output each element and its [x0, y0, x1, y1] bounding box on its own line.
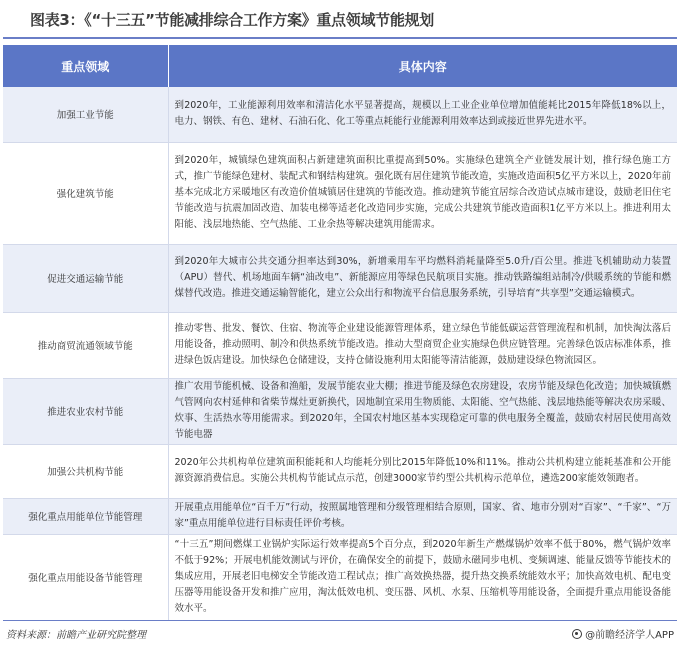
row-content: 推广农用节能机械、设备和渔船，发展节能农业大棚；推进节能及绿色农房建设，农房节能及绿色化改造；加快城镇燃气管网向农村延伸和省柴节煤灶更新换代，因地制宜采用生物质能、太阳能、空气热能、浅层地热能等解决农房采暖、炊事、生活热水等用能需求。到2020年，全国农村地区基本实现稳定可靠的供电服务全覆盖，鼓励农村居民使用高效节能电器	[168, 378, 677, 444]
row-content: 到2020年，工业能源利用效率和清洁化水平显著提高，规模以上工业企业单位增加值能耗比2015年降低18%以上，电力、钢铁、有色、建材、石油石化、化工等重点耗能行业能源利用效率达到或接近世界先进水平。	[168, 87, 677, 142]
chart-title: 图表3：《“十三五”节能减排综合工作方案》重点领域节能规划	[30, 11, 434, 29]
brand-text: @前瞻经济学人APP	[585, 630, 674, 641]
table-row	[3, 498, 677, 534]
row-field: 推动商贸流通领域节能	[3, 312, 168, 378]
table-row	[3, 534, 677, 620]
row-content: 开展重点用能单位“百千万”行动，按照属地管理和分级管理相结合原则，国家、省、地市分别对“百家”、“千家”、“万家”重点用能单位进行目标责任评价考核。	[168, 498, 677, 534]
row-field: 强化重点用能单位节能管理	[3, 498, 168, 534]
table-row	[3, 378, 677, 444]
top-divider	[3, 37, 677, 39]
row-content: 推动零售、批发、餐饮、住宿、物流等企业建设能源管理体系，建立绿色节能低碳运营管理流程和机制，加快淘汰落后用能设备，推动照明、制冷和供热系统节能改造。推动大型商贸企业实施绿色供应链管理。完善绿色饭店标准体系，推进绿色饭店建设。加快绿色仓储建设，支持仓储设施利用太阳能等清洁能源，鼓励建设绿色物流园区。	[168, 312, 677, 378]
row-field: 促进交通运输节能	[3, 244, 168, 312]
row-field: 加强公共机构节能	[3, 444, 168, 498]
row-content: “十三五”期间燃煤工业锅炉实际运行效率提高5个百分点，到2020年新生产燃煤锅炉效率不低于80%，燃气锅炉效率不低于92%；开展电机能效测试与评价，在确保安全的前提下，鼓励永磁同步电机、变频调速、能量反馈等节能技术的集成应用，开展老旧电梯安全节能改造工程试点；推广高效换热器，提升热交换系统能效水平；加快高效电机、配电变压器等用能设备开发和推广应用，淘汰低效电机、变压器、风机、水泵、压缩机等用能设备，全面提升重点用能设备能效水平。	[168, 534, 677, 620]
plan-table	[3, 45, 677, 621]
row-field: 推进农业农村节能	[3, 378, 168, 444]
bottom-divider	[3, 620, 677, 621]
row-field: 加强工业节能	[3, 87, 168, 142]
table-header-row	[3, 45, 677, 87]
brand-logo-icon	[572, 629, 582, 639]
table-row	[3, 444, 677, 498]
header-content: 具体内容	[168, 45, 677, 87]
row-field: 强化建筑节能	[3, 142, 168, 244]
source-note: 资料来源：前瞻产业研究院整理	[6, 630, 146, 641]
table-row	[3, 312, 677, 378]
table-row	[3, 244, 677, 312]
header-field: 重点领域	[3, 45, 168, 87]
row-content: 到2020年大城市公共交通分担率达到30%，新增乘用车平均燃料消耗量降至5.0升/百公里。推进飞机辅助动力装置（APU）替代、机场地面车辆“油改电”、新能源应用等绿色民航项目实施。推动铁路编组站制冷/供暖系统的节能和燃煤替代改造。推进交通运输智能化，建立公众出行和物流平台信息服务系统，引导培育“共享型”交通运输模式。	[168, 244, 677, 312]
brand-credit	[572, 626, 674, 641]
row-field: 强化重点用能设备节能管理	[3, 534, 168, 620]
row-content: 2020年公共机构单位建筑面积能耗和人均能耗分别比2015年降低10%和11%。推动公共机构建立能耗基准和公开能源资源消费信息。实施公共机构节能试点示范，创建3000家节约型公共机构示范单位，遴选200家能效领跑者。	[168, 444, 677, 498]
table-row	[3, 87, 677, 142]
row-content: 到2020年，城镇绿色建筑面积占新建建筑面积比重提高到50%。实施绿色建筑全产业链发展计划，推行绿色施工方式，推广节能绿色建材、装配式和钢结构建筑。强化既有居住建筑节能改造，实施改造面积5亿平方米以上，2020年前基本完成北方采暖地区有改造价值城镇居住建筑的节能改造。推动建筑节能宜居综合改造试点城市建设，鼓励老旧住宅节能改造与抗震加固改造、加装电梯等适老化改造同步实施，完成公共建筑节能改造面积1亿平方米以上。推进利用太阳能、浅层地热能、空气热能、工业余热等解决建筑用能需求。	[168, 142, 677, 244]
table-row	[3, 142, 677, 244]
